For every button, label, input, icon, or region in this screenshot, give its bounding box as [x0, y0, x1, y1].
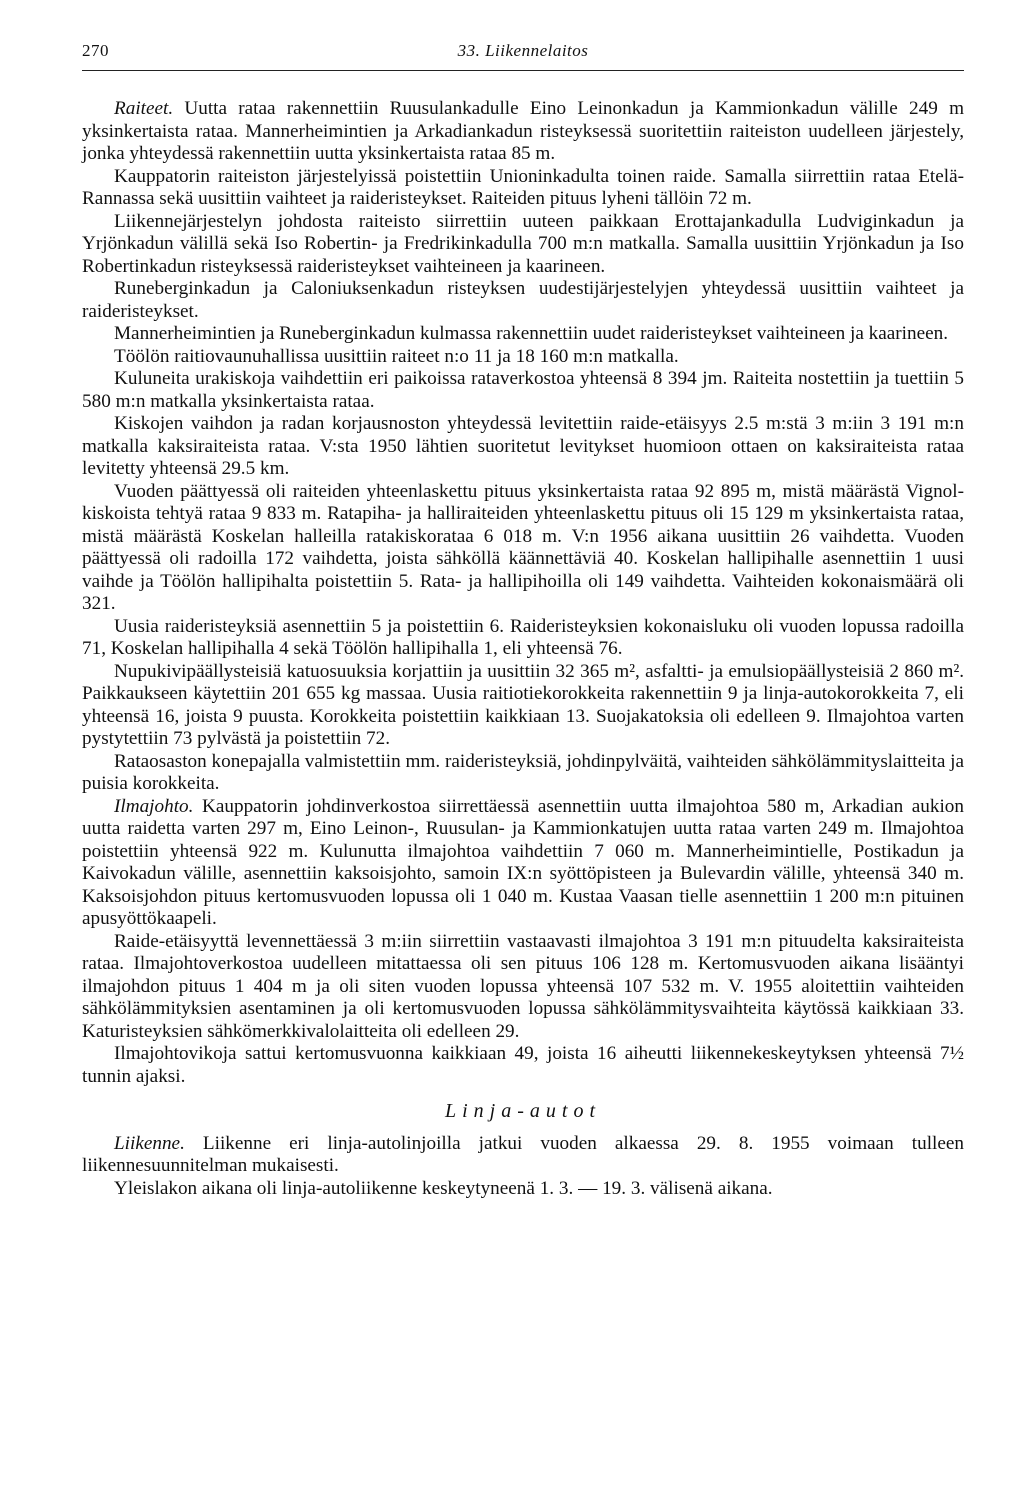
page-header — [82, 41, 964, 65]
paragraph-text: Kauppatorin johdinverkostoa siirrettäessä asennettiin uutta ilmajohtoa 580 m, Arkadian aukion uutta raidetta varten 297 m, Eino Leinon-, Ruusulan- ja Kammionkatujen uutta rataa varten 249 m. Ilmajohtoa poistettiin yhteensä 922 m. Kulunutta ilmajohtoa vaihdettiin 7 060 m. Mannerheimintielle, Postikadun ja Kaivokadun välille, asennettiin kaksoisjohto, samoin IX:n syöttöpisteen ja Bulevardin välille, yhteensä 340 m. Kaksoisjohdon pituus kertomusvuoden lopussa oli 1 040 m. Kustaa Vaasan tielle asennettiin 1 200 m:n pituinen apusyöttökaapeli. — [82, 795, 964, 929]
paragraph-text: Raide-etäisyyttä levennettäessä 3 m:iin siirrettiin vastaavasti ilmajohtoa 3 191 m:n pituudelta kaksiraiteista rataa. Ilmajohtoverkostoa uudelleen mitattaessa oli sen pituus 106 128 m. Kertomusvuoden aikana lisääntyi ilmajohdon pituus 1 404 m ja oli siten vuoden lopussa yhteensä 107 532 m. V. 1955 aloitettiin vaihteiden sähkölämmityksien asentaminen ja oli kertomusvuoden lopussa sähkölämmitysvaihteita käytössä kaikkiaan 33. Katuristeyksien sähkömerkkivalolaitteita oli edelleen 29. — [82, 930, 964, 1042]
paragraph — [82, 1043, 964, 1088]
paragraph-text: Liikenne eri linja-autolinjoilla jatkui vuoden alkaessa 29. 8. 1955 voimaan tulleen liikennesuunnitelman mukaisesti. — [82, 1132, 964, 1176]
paragraph — [82, 211, 964, 279]
paragraph-text: Nupukivipäällysteisiä katuosuuksia korjattiin ja uusittiin 32 365 m², asfaltti- ja emulsiopäällysteisiä 2 860 m². Paikkaukseen käytettiin 201 655 kg massaa. Uusia raitiotiekorokkeita rakennettiin 9 ja linja-autokorokkeita 7, eli yhteensä 16, joista 9 puusta. Korokkeita poistettiin kaikkiaan 13. Suojakatoksia oli edelleen 9. Ilmajohtoa varten pystytettiin 73 pylvästä ja poistettiin 72. — [82, 660, 964, 749]
paragraph — [82, 1178, 964, 1201]
paragraph — [82, 481, 964, 616]
paragraph — [82, 661, 964, 751]
paragraph — [82, 796, 964, 931]
paragraph — [82, 413, 964, 481]
paragraph-lead: Liikenne. — [114, 1132, 185, 1154]
running-title: 33. Liikennelaitos — [457, 41, 589, 60]
paragraph-text: Uutta rataa rakennettiin Ruusulankadulle Eino Leinonkadun ja Kammionkadun välille 249 m yksinkertaista rataa. Mannerheimintien ja Arkadiankadun risteyksessä suoritettiin raiteiston uudelleen järjestely, jonka yhteydessä rakennettiin uutta yksinkertaista rataa 85 m. — [82, 98, 964, 164]
paragraph — [82, 323, 964, 346]
paragraph — [82, 368, 964, 413]
paragraph — [82, 1133, 964, 1178]
paragraph-text: Vuoden päättyessä oli raiteiden yhteenlaskettu pituus yksinkertaista rataa 92 895 m, mistä määrästä Vignol-kiskoista tehtyä rataa 9 833 m. Ratapiha- ja halliraiteiden yhteenlaskettu pituus oli 15 129 m yksinkertaista rataa, mistä määrästä Koskelan halleilla ratakiskorataa 6 018 m. V:n 1956 aikana uusittiin 26 vaihdetta. Vuoden päättyessä oli radoilla 172 vaihdetta, joista sähköllä käännettäviä 40. Koskelan hallipihalle asennettiin 1 uusi vaihde ja Töölön hallipihalta poistettiin 5. Rata- ja hallipihoilla oli 149 vaihdetta. Vaihteiden kokonaismäärä oli 321. — [82, 480, 964, 614]
paragraphs — [82, 98, 964, 1088]
section-title: Linja-autot — [444, 1100, 601, 1122]
paragraph-text: Ilmajohtovikoja sattui kertomusvuonna kaikkiaan 49, joista 16 aiheutti liikennekeskeytyksen yhteensä 7½ tunnin ajaksi. — [82, 1043, 964, 1087]
paragraph — [82, 98, 964, 166]
page-number: 270 — [82, 41, 109, 60]
paragraph-text: Mannerheimintien ja Runeberginkadun kulmassa rakennettiin uudet raideristeykset vaihteineen ja kaarineen. — [114, 323, 949, 344]
paragraph-text: Kauppatorin raiteiston järjestelyissä poistettiin Unioninkadulta toinen raide. Samalla siirrettiin rataa Etelä-Rannassa sekä uusittiin vaihteet ja raideristeykset. Raiteiden pituus lyheni tällöin 72 m. — [82, 165, 964, 209]
paragraph-text: Rataosaston konepajalla valmistettiin mm. raideristeyksiä, johdinpylväitä, vaihteiden sähkölämmityslaitteita ja puisia korokkeita. — [82, 750, 964, 794]
paragraph-lead: Ilmajohto. — [114, 795, 194, 817]
header-rule — [82, 70, 964, 71]
paragraph — [82, 346, 964, 369]
paragraph-text: Töölön raitiovaunuhallissa uusittiin raiteet n:o 11 ja 18 160 m:n matkalla. — [114, 345, 679, 367]
section-paragraphs — [82, 1133, 964, 1201]
paragraph — [82, 931, 964, 1044]
paragraph-lead: Raiteet. — [114, 98, 174, 119]
body-text — [82, 98, 964, 1200]
paragraph-text: Kuluneita urakiskoja vaihdettiin eri paikoissa rataverkostoa yhteensä 8 394 jm. Raiteita nostettiin ja tuettiin 5 580 m:n matkalla yksinkertaista rataa. — [82, 368, 964, 412]
paragraph — [82, 166, 964, 211]
paragraph-text: Uusia raideristeyksiä asennettiin 5 ja poistettiin 6. Raideristeyksien kokonaisluku oli vuoden lopussa radoilla 71, Koskelan hallipihalla 4 sekä Töölön hallipihalla 1, eli yhteensä 76. — [82, 615, 964, 659]
paragraph-text: Runeberginkadun ja Caloniuksenkadun risteyksen uudestijärjestelyjen yhteydessä uusittiin vaihteet ja raideristeykset. — [82, 278, 964, 322]
paragraph-text: Kiskojen vaihdon ja radan korjausnoston yhteydessä levitettiin raide-etäisyys 2.5 m:stä 3 m:iin 3 191 m:n matkalla kaksiraiteista rataa. V:sta 1950 lähtien suoritetut levitykset huomioon ottaen on kaksiraiteista rataa levitetty yhteensä 29.5 km. — [82, 413, 964, 479]
paragraph — [82, 278, 964, 323]
paragraph — [82, 751, 964, 796]
paragraph-text: Liikennejärjestelyn johdosta raiteisto siirrettiin uuteen paikkaan Erottajankadulla Ludviginkadun ja Yrjönkadun välillä sekä Iso Robertin- ja Fredrikinkadulla 700 m:n matkalla. Samalla uusittiin Yrjönkadun ja Iso Robertinkadun risteyksessä raideristeykset vaihteineen ja kaarineen. — [82, 210, 964, 277]
paragraph — [82, 616, 964, 661]
paragraph-text: Yleislakon aikana oli linja-autoliikenne keskeytyneenä 1. 3. — 19. 3. välisenä aikana. — [114, 1177, 773, 1199]
